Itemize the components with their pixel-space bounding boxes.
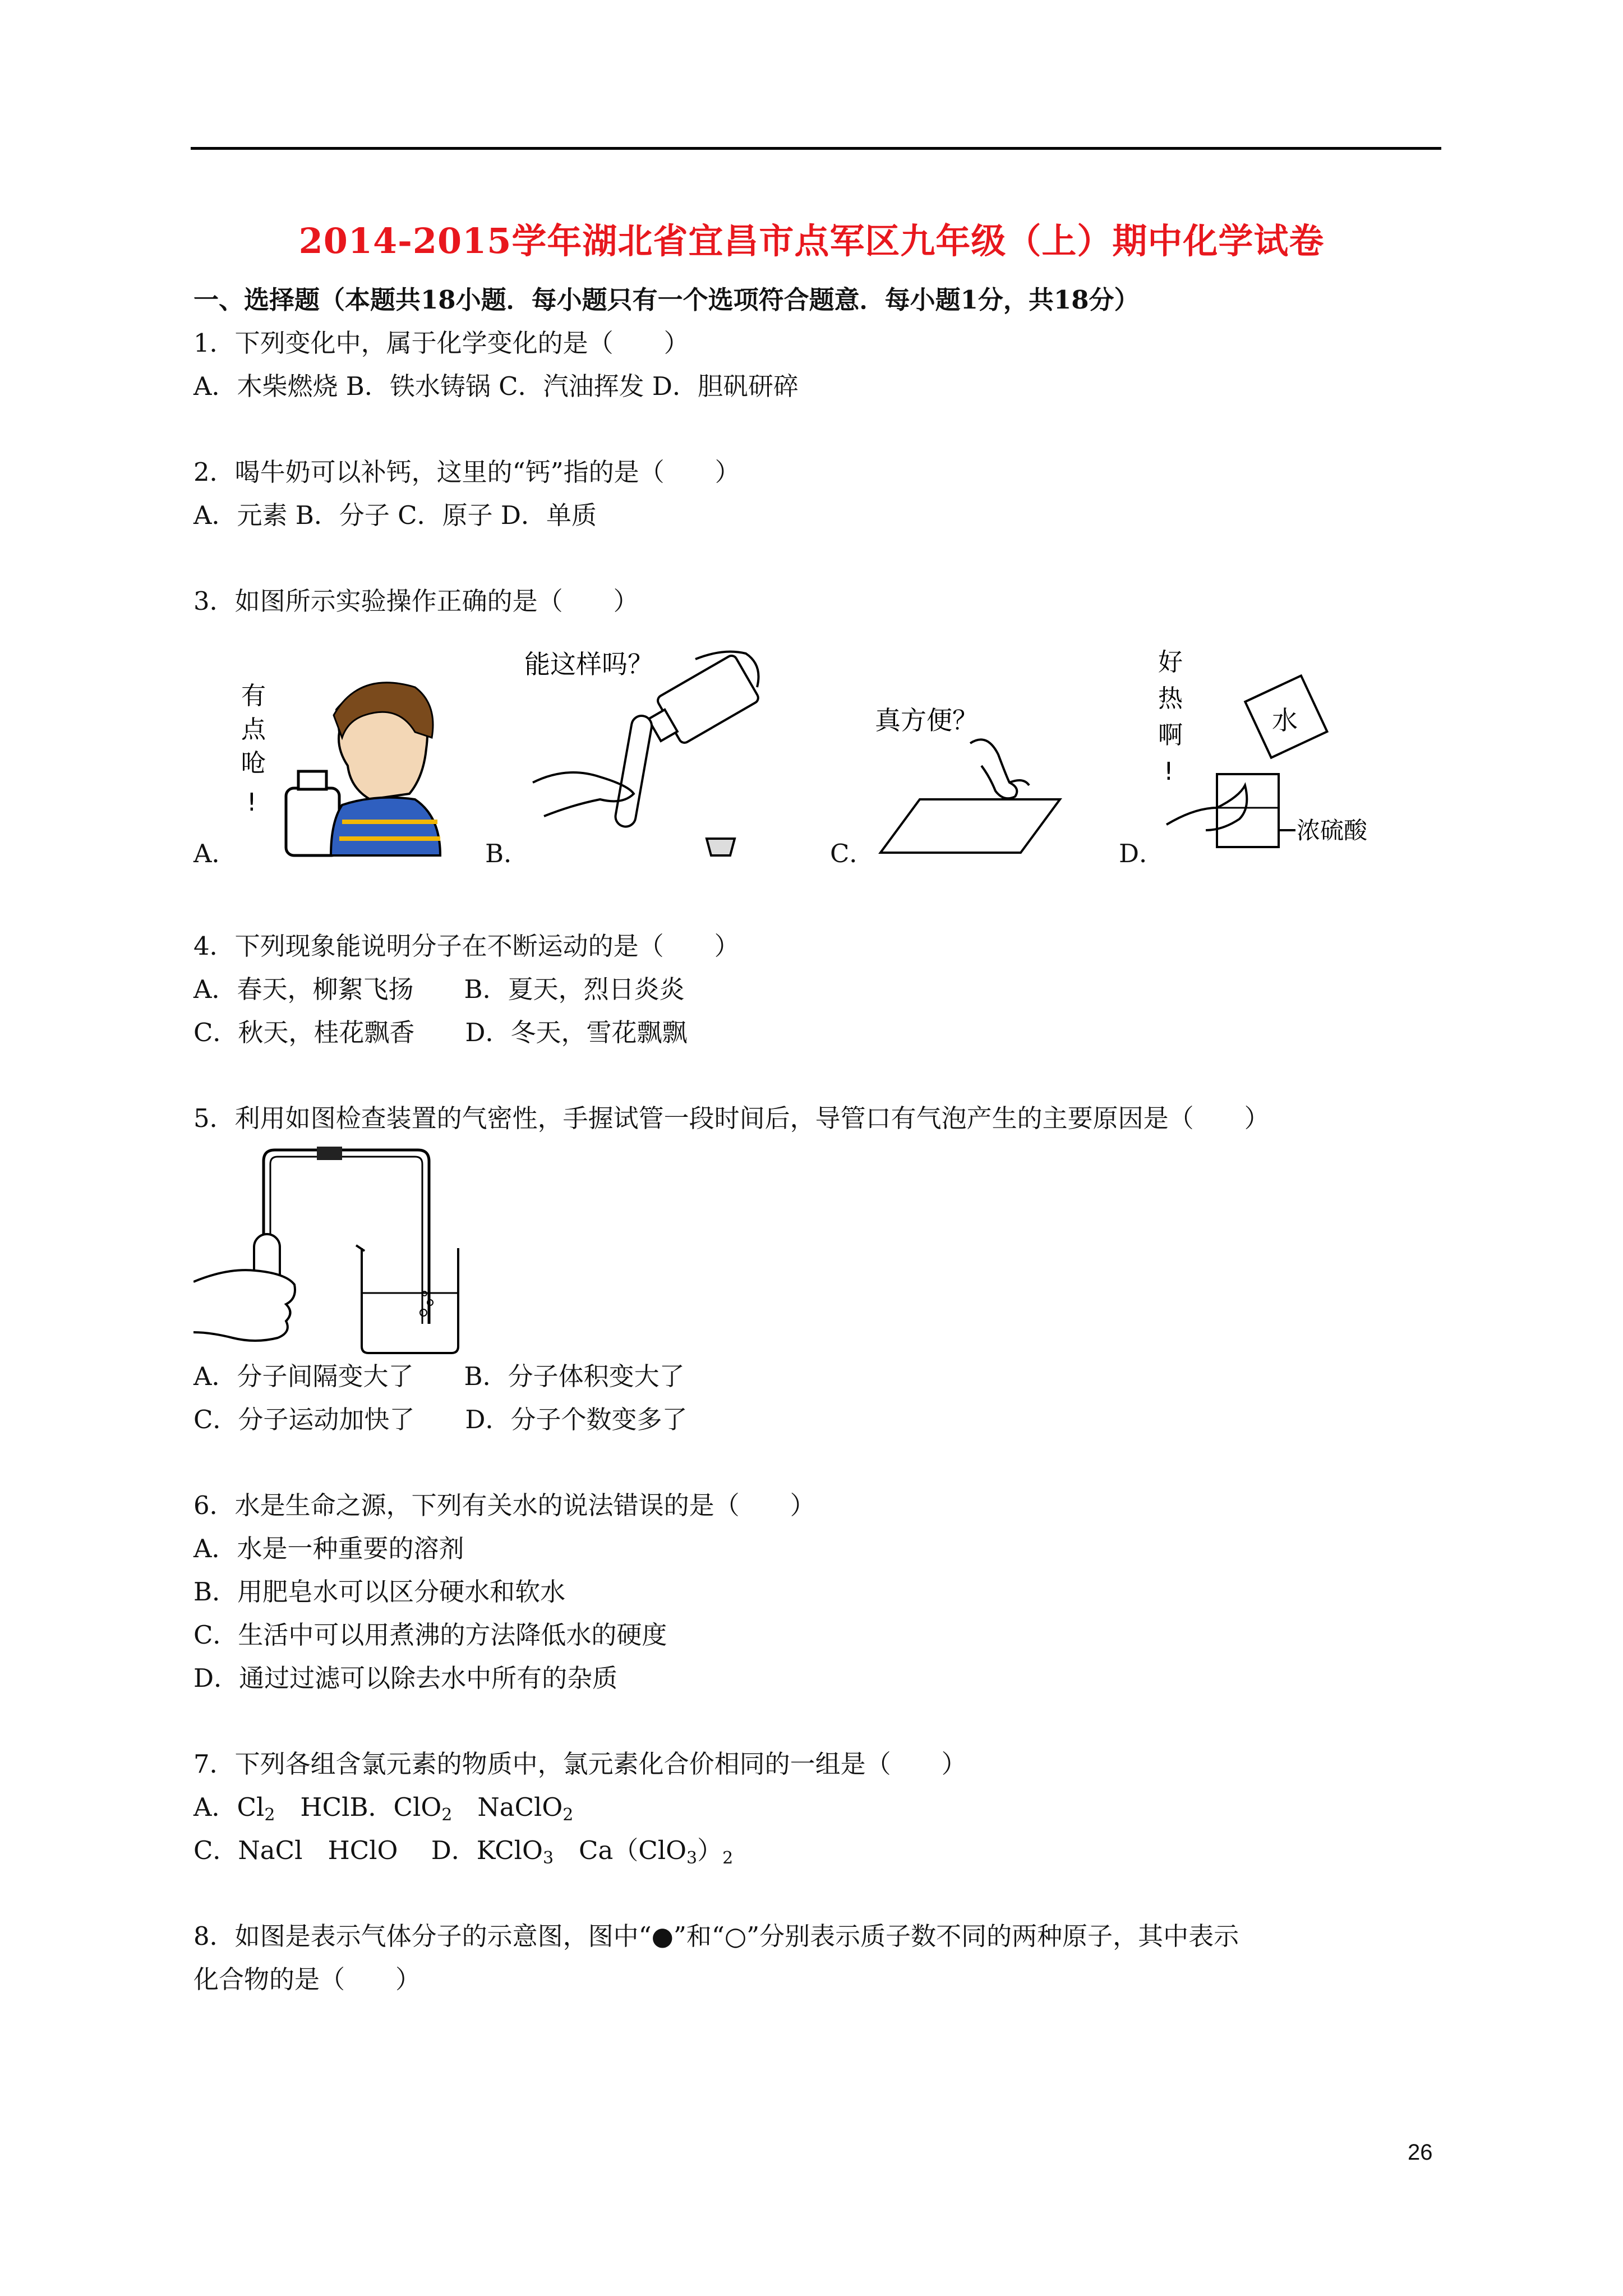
fig-3d-water-label: 水	[1272, 705, 1298, 735]
page-number: 26	[1408, 2140, 1433, 2165]
question-5-options-row2: C．分子运动加快了 D．分子个数变多了	[193, 1405, 688, 1434]
fig-3a-text-1: 有	[241, 682, 266, 710]
figure-5-airtightness	[193, 1144, 463, 1358]
question-5-stem: 5．利用如图检查装置的气密性，手握试管一段时间后，导管口有气泡产生的主要原因是（ ）	[193, 1103, 1270, 1133]
question-8-stem-line2: 化合物的是（ ）	[193, 1964, 421, 1994]
fig-3d-acid-label: 浓硫酸	[1297, 817, 1368, 844]
question-2-options: A．元素 B．分子 C．原子 D．单质	[193, 500, 597, 530]
fig-3d-text-4: !	[1164, 757, 1174, 786]
question-7-options-row2: C．NaCl HClO D．KClO$_3$ $Ca(ClO_3)_2$	[193, 1835, 734, 1868]
question-2-stem: 2．喝牛奶可以补钙，这里的“钙”指的是（ ）	[193, 457, 740, 487]
question-1-options: A．木柴燃烧 B．铁水铸锅 C．汽油挥发 D．胆矾研碎	[193, 371, 799, 401]
figure-3d-dilution	[1155, 639, 1413, 867]
option-3c-label: C．	[830, 839, 875, 868]
exam-title: 2014-2015学年湖北省宜昌市点军区九年级（上）期中化学试卷	[298, 220, 1325, 261]
figure-3c-touching	[869, 698, 1082, 867]
fig-3d-text-1: 好	[1158, 648, 1183, 677]
question-6-stem: 6．水是生命之源，下列有关水的说法错误的是（ ）	[193, 1490, 815, 1520]
fig-3d-text-3: 啊	[1158, 721, 1183, 749]
option-3a-label: A．	[193, 839, 237, 868]
question-4-options-row2: C．秋天，桂花飘香 D．冬天，雪花飘飘	[193, 1018, 688, 1047]
question-7-options-row1: A．$Cl_2$ HClB．ClO$_2$ NaClO$_2$	[193, 1792, 574, 1825]
question-6-option-b: B．用肥皂水可以区分硬水和软水	[193, 1577, 566, 1607]
question-6-option-d: D．通过过滤可以除去水中所有的杂质	[193, 1663, 618, 1693]
fig-3a-text-3: 呛	[241, 749, 266, 777]
fig-3a-text-2: 点	[241, 715, 266, 744]
figure-3a-smelling	[230, 665, 443, 867]
question-1-stem: 1．下列变化中，属于化学变化的是（ ）	[193, 328, 689, 358]
header-rule	[191, 147, 1441, 150]
fig-3b-caption: 能这样吗？	[524, 649, 653, 679]
question-6-option-c: C．生活中可以用煮沸的方法降低水的硬度	[193, 1620, 667, 1650]
figure-3b-pouring	[522, 637, 780, 867]
option-3b-label: B．	[485, 839, 529, 868]
question-8-stem-line1: 8．如图是表示气体分子的示意图，图中“●”和“○”分别表示质子数不同的两种原子，其中表示	[193, 1921, 1239, 1951]
question-3-stem: 3．如图所示实验操作正确的是（ ）	[193, 586, 639, 616]
question-4-options-row1: A．春天，柳絮飞扬 B．夏天，烈日炎炎	[193, 974, 685, 1004]
fig-3d-text-2: 热	[1158, 684, 1183, 713]
question-6-option-a: A．水是一种重要的溶剂	[193, 1534, 464, 1563]
question-4-stem: 4．下列现象能说明分子在不断运动的是（ ）	[193, 931, 740, 961]
question-7-stem: 7．下列各组含氯元素的物质中，氯元素化合价相同的一组是（ ）	[193, 1749, 967, 1779]
question-5-options-row1: A．分子间隔变大了 B．分子体积变大了	[193, 1361, 685, 1391]
fig-3a-text-4: !	[247, 788, 257, 817]
section-heading: 一、选择题（本题共18小题．每小题只有一个选项符合题意．每小题1分，共18分）	[193, 285, 1140, 315]
fig-3c-caption: 真方便？	[875, 705, 978, 735]
option-3d-label: D．	[1119, 839, 1165, 868]
